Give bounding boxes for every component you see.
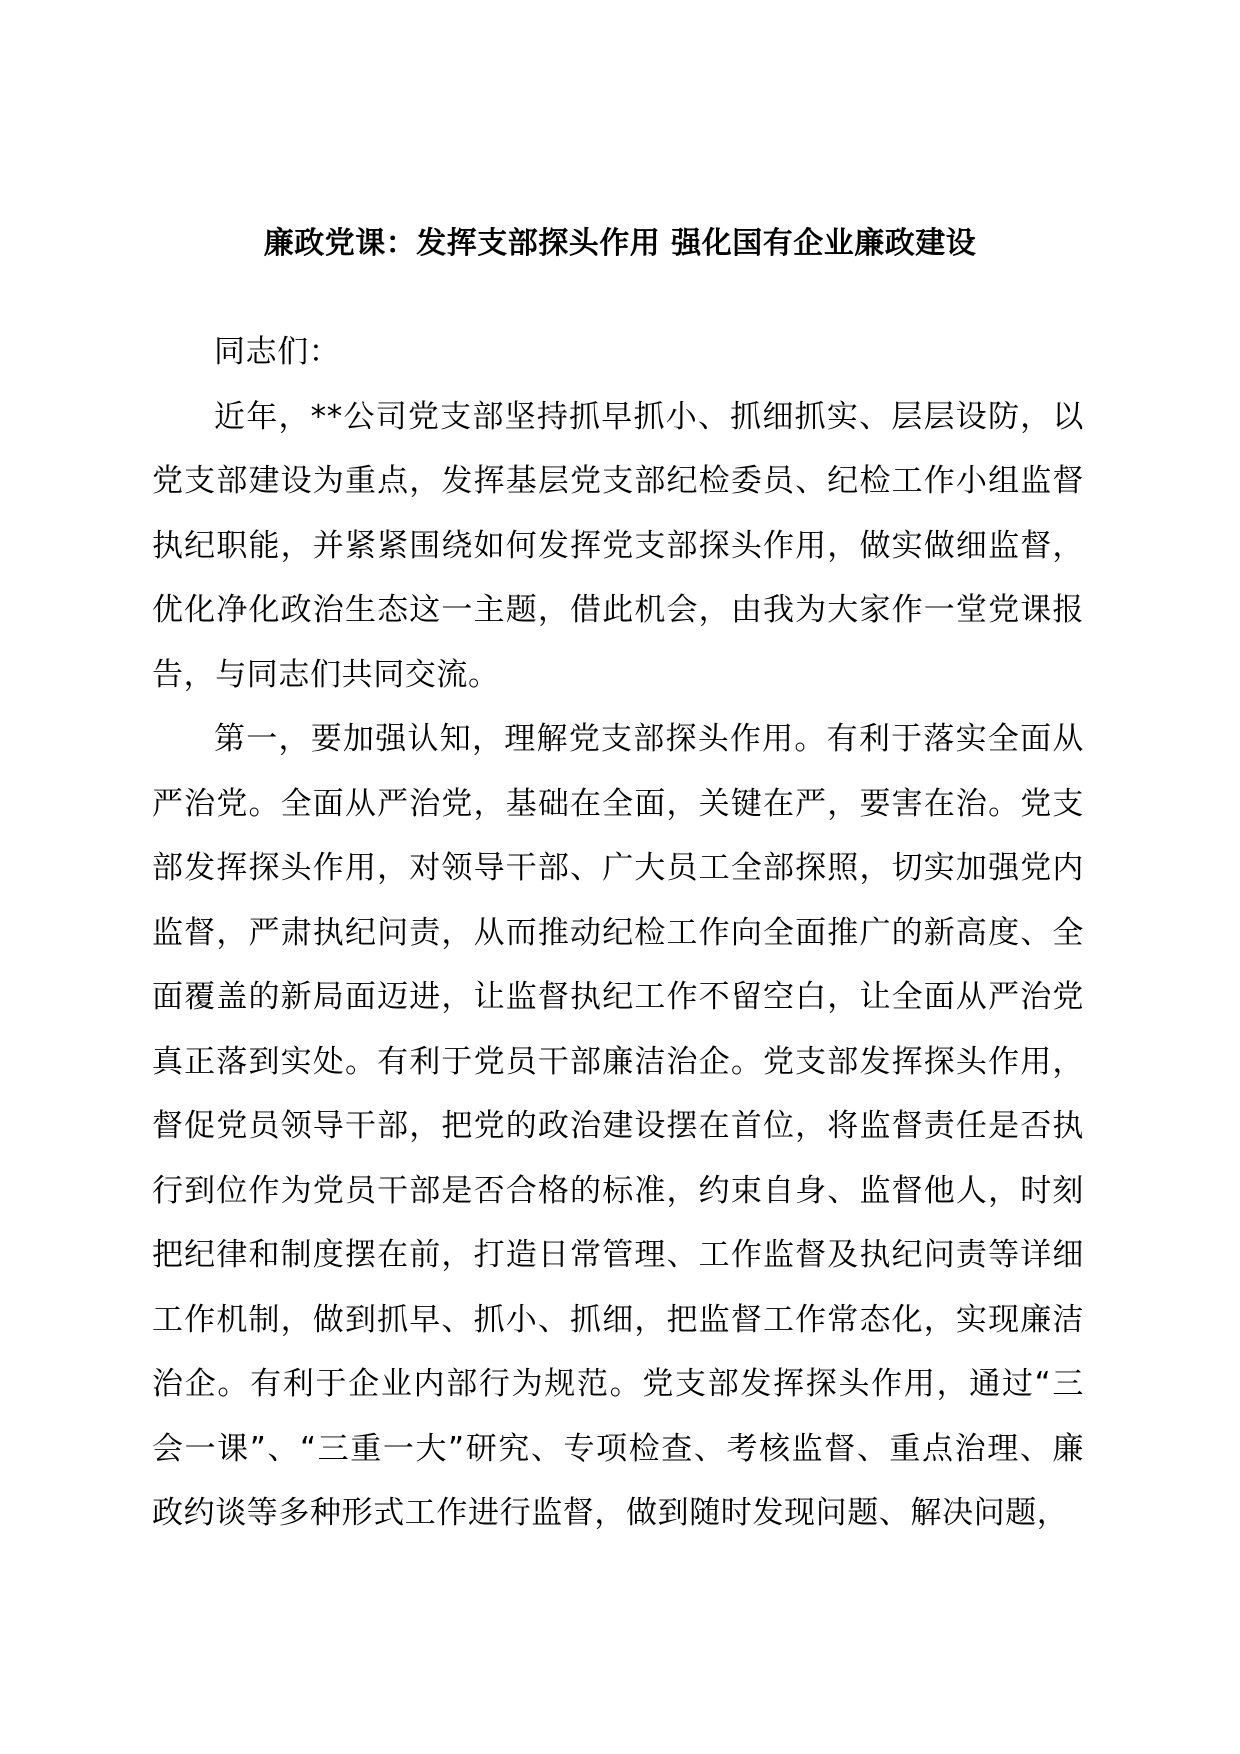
paragraph: 近年，**公司党支部坚持抓早抓小、抓细抓实、层层设防，以党支部建设为重点，发挥基层党支部纪检委员、纪检工作小组监督执纪职能，并紧紧围绕如何发挥党支部探头作用，做实做细监督，优化净化政治生态这一主题，借此机会，由我为大家作一堂党课报告，与同志们共同交流。 [152,398,1084,693]
document-title: 廉政党课：发挥支部探头作用 强化国有企业廉政建设 [263,226,977,261]
salutation: 同志们： [214,334,341,370]
document-body [152,320,1084,1546]
paragraph: 第一，要加强认知，理解党支部探头作用。有利于落实全面从严治党。全面从严治党，基础在全面，关键在严，要害在治。党支部发挥探头作用，对领导干部、广大员工全部探照，切实加强党内监督，严肃执纪问责，从而推动纪检工作向全面推广的新高度、全面覆盖的新局面迈进，让监督执纪工作不留空白，让全面从严治党真正落到实处。有利于党员干部廉洁治企。党支部发挥探头作用，督促党员领导干部，把党的政治建设摆在首位，将监督责任是否执行到位作为党员干部是否合格的标准，约束自身、监督他人，时刻把纪律和制度摆在前，打造日常管理、工作监督及执纪问责等详细工作机制，做到抓早、抓小、抓细，把监督工作常态化，实现廉洁治企。有利于企业内部行为规范。党支部发挥探头作用，通过“三会一课”、“三重一大”研究、专项检查、考核监督、重点治理、廉政约谈等多种形式工作进行监督，做到随时发现问题、解决问题， [152,721,1084,1531]
